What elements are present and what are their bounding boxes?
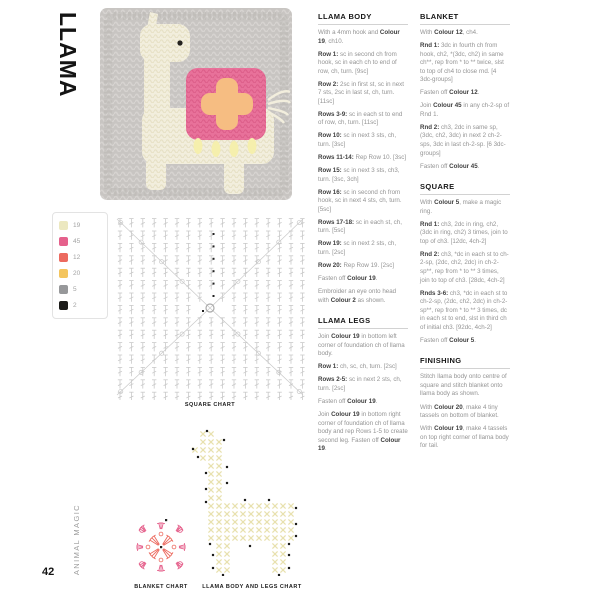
colour-number: 45 xyxy=(73,238,81,245)
llama-eye xyxy=(177,40,182,45)
llama-front-leg xyxy=(146,158,166,190)
pattern-paragraph: Stitch llama body onto centre of square and stitch blanket onto llama body as shown. xyxy=(420,373,507,398)
pattern-paragraph: Rows 11-14: Rep Row 10. [3sc] xyxy=(318,154,407,162)
pattern-paragraph: Rows 2-5: sc in next 2 sts, ch, turn. [2sc] xyxy=(318,376,402,392)
pattern-paragraph: Fasten off Colour 19. xyxy=(318,275,378,283)
blanket-chart-caption: BLANKET CHART xyxy=(134,584,188,590)
llama-chart-caption: LLAMA BODY AND LEGS CHART xyxy=(202,584,302,590)
pattern-paragraph: With Colour 20, make 4 tiny tassels on bottom of blanket. xyxy=(420,403,499,420)
llama-body-and-legs-chart xyxy=(190,428,312,576)
colour-number: 5 xyxy=(73,286,77,293)
legend-item xyxy=(59,221,101,230)
colour-number: 12 xyxy=(73,254,81,261)
pattern-paragraph: Rnd 1: ch3, 2dc in ring, ch2, (3dc in ring, ch2) 3 times, join to top of ch3. [12dc, 4ch-2] xyxy=(420,220,508,245)
pattern-section xyxy=(318,12,408,305)
section-heading: FINISHING xyxy=(420,356,510,369)
pattern-paragraph: Rnd 2: ch3, 2dc in same sp, (3dc, ch2, 3dc) in next 2 ch-2-sps, 3dc in last ch-2-sp. [6 3dc-groups] xyxy=(420,123,506,157)
pattern-paragraph: Rnd 1: 3dc in fourth ch from hook, ch2, *(3dc, ch2) in same ch**, rep from * to ** twice, slst to top of ch4 to close rnd. [4 3dc-groups] xyxy=(420,42,504,84)
pattern-paragraph: Fasten off Colour 5. xyxy=(420,336,476,344)
colour-legend xyxy=(52,212,108,319)
instructions-column-right xyxy=(420,12,510,462)
instructions-column-left xyxy=(318,12,408,465)
pattern-paragraph: Join Colour 19 in bottom left corner of foundation ch of llama body. xyxy=(318,333,405,358)
section-heading: SQUARE xyxy=(420,182,510,195)
pattern-section xyxy=(420,182,510,345)
pattern-paragraph: Fasten off Colour 19. xyxy=(318,398,378,405)
section-heading: LLAMA LEGS xyxy=(318,316,408,329)
color-swatch xyxy=(59,269,68,278)
pattern-paragraph: Rows 3-9: sc in each st to end of row, ch, turn. [11sc] xyxy=(318,110,403,127)
legend-item xyxy=(59,285,101,294)
llama-square-photo xyxy=(100,8,292,200)
legend-item xyxy=(59,301,101,310)
pattern-paragraph: Row 2: 2sc in first st, sc in next 7 sts, 2sc in last st, ch, turn. [11sc] xyxy=(318,80,404,105)
blanket-chart xyxy=(124,516,198,578)
pattern-paragraph: Fasten off Colour 12. xyxy=(420,89,480,97)
pattern-paragraph: Rnds 3-6: ch3, *dc in each st to ch-2-sp, (2dc, ch2, 2dc) in ch-2-sp**, rep from * to ** 3 times, dc in each st to end, slst in third ch of initial ch3. [92dc, 4ch-2] xyxy=(420,289,508,331)
pattern-paragraph: Row 15: sc in next 3 sts, ch3, turn. [3sc, 3ch] xyxy=(318,167,400,183)
chapter-label: ANIMAL MAGIC xyxy=(72,504,81,576)
llama-rear-leg xyxy=(224,158,244,194)
pattern-paragraph: Join Colour 45 in any ch-2-sp of Rnd 1. xyxy=(420,102,510,118)
colour-number: 2 xyxy=(73,302,77,309)
pattern-paragraph: With Colour 5, make a magic ring. xyxy=(420,199,502,215)
pattern-paragraph: With Colour 12, ch4. xyxy=(420,29,478,36)
pattern-paragraph: Row 10: sc in next 3 sts, ch, turn. [3sc] xyxy=(318,132,397,149)
color-swatch xyxy=(59,253,68,262)
pattern-paragraph: Embroider an eye onto head with Colour 2 as shown. xyxy=(318,288,397,304)
color-swatch xyxy=(59,237,68,246)
square-chart xyxy=(112,214,308,400)
pattern-paragraph: Join Colour 19 in bottom right corner of foundation ch of llama body and rep Rows 1-5 to create second leg. Fasten off Colour 19. xyxy=(318,411,408,453)
pattern-section xyxy=(420,12,510,171)
pattern-paragraph: Row 16: sc in second ch from hook, sc in next 4 sts, ch, turn. [5sc] xyxy=(318,188,402,213)
pattern-paragraph: Row 1: ch, sc, ch, turn. [2sc] xyxy=(318,363,397,371)
color-swatch xyxy=(59,301,68,310)
colour-number: 20 xyxy=(73,270,81,277)
legend-item xyxy=(59,269,101,278)
pattern-paragraph: Row 1: sc in second ch from hook, sc in each ch to end of row, ch, turn. [9sc] xyxy=(318,50,397,75)
pattern-paragraph: Row 19: sc in next 2 sts, ch, turn. [2sc] xyxy=(318,240,397,256)
section-heading: BLANKET xyxy=(420,12,510,25)
page-number: 42 xyxy=(42,566,55,578)
colour-number: 19 xyxy=(73,222,81,229)
legend-item xyxy=(59,237,101,246)
pattern-paragraph: Fasten off Colour 45. xyxy=(420,162,480,170)
pattern-paragraph: With Colour 19, make 4 tassels on top right corner of llama body for tail. xyxy=(420,425,509,450)
pattern-paragraph: Rows 17-18: sc in each st, ch, turn. [5sc] xyxy=(318,218,402,235)
legend-item xyxy=(59,253,101,262)
pattern-paragraph: Rnd 2: ch3, *dc in each st to ch-2-sp, (2dc, ch2, 2dc) in ch-2-sp**, rep from * to ** 3 times, join to top of ch3. [28dc, 4ch-2] xyxy=(420,250,509,284)
color-swatch xyxy=(59,221,68,230)
pattern-section xyxy=(420,356,510,450)
pattern-paragraph: Row 20: Rep Row 19. [2sc] xyxy=(318,262,395,270)
pattern-section xyxy=(318,316,408,454)
pattern-paragraph: With a 4mm hook and Colour 19, ch10. xyxy=(318,29,400,45)
color-swatch xyxy=(59,285,68,294)
page-title: LLAMA xyxy=(55,12,81,98)
blanket-flower-horizontal xyxy=(201,93,253,115)
square-chart-caption: SQUARE CHART xyxy=(184,402,236,408)
section-heading: LLAMA BODY xyxy=(318,12,408,25)
